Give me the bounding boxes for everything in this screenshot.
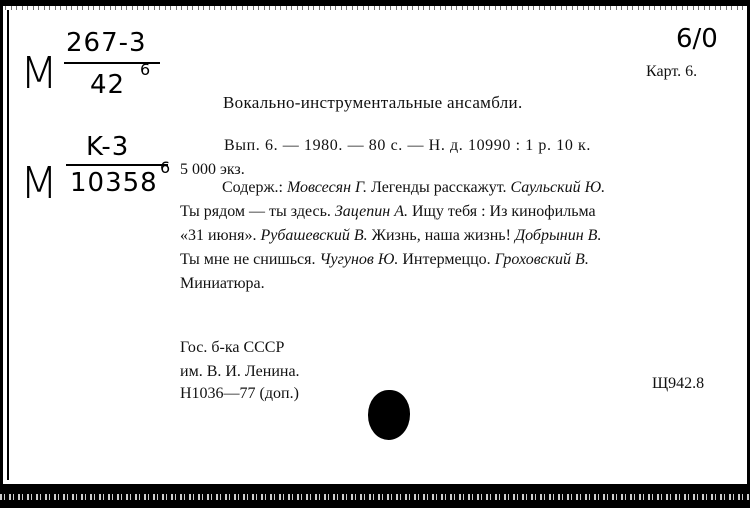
shelfmark-1-top: 267-3 [66,28,147,58]
contents-title: Миниатюра. [180,275,265,292]
shelfmark-2-letter: M [20,158,58,209]
contents-author: Зацепин А. [334,203,408,220]
scan-left-rule [7,10,9,480]
scan-top-noise [0,6,750,10]
shelfmark-2-top: K-3 [86,132,130,162]
contents-title: «31 июня». [180,227,261,244]
card-number: Карт. 6. [646,63,698,80]
imprint-line: Вып. 6. — 1980. — 80 с. — Н. д. 10990 : 1 р. 10 к. [224,137,591,154]
contents-line [180,276,265,292]
scan-left-edge [0,0,3,508]
shelfmark-2-sup: 6 [160,158,171,177]
scan-bottom-perforation [0,494,750,500]
library-line-2: им. В. И. Ленина. [180,363,300,380]
contents-line [180,204,596,220]
contents-author: Мовсесян Г. [286,179,367,196]
contents-line [180,228,601,244]
contents-author: Чугунов Ю. [319,251,399,268]
copies-line: 5 000 экз. [180,161,245,178]
contents-title: Содерж.: [222,179,287,196]
contents-author: Саульский Ю. [510,179,606,196]
corner-note: 6/0 [676,24,718,54]
library-line-3: Н1036—77 (доп.) [180,385,299,402]
ink-blot [368,390,410,440]
shelfmark-2-rule [66,164,168,166]
contents-title: Ищу тебя : Из кинофильма [408,203,596,220]
classification-code: Щ942.8 [652,375,705,392]
contents-title: Интермеццо. [398,251,495,268]
card-title: Вокально-инструментальные ансамбли. [223,93,523,112]
contents-author: Добрынин В. [514,227,602,244]
contents-title: Ты рядом — ты здесь. [180,203,335,220]
contents-title: Ты мне не снишься. [180,251,320,268]
shelfmark-1-letter: M [20,48,58,99]
shelfmark-1-sup: 6 [140,60,151,79]
shelfmark-1-bottom: 42 [90,70,126,100]
contents-title: Легенды расскажут. [366,179,511,196]
contents-title: Жизнь, наша жизнь! [367,227,515,244]
contents-author: Гроховский В. [494,251,589,268]
contents-line [180,252,589,268]
library-line-1: Гос. б-ка СССР [180,339,285,356]
shelfmark-2-bottom: 10358 [70,168,158,198]
contents-author: Рубашевский В. [260,227,368,244]
contents-line [222,180,605,196]
